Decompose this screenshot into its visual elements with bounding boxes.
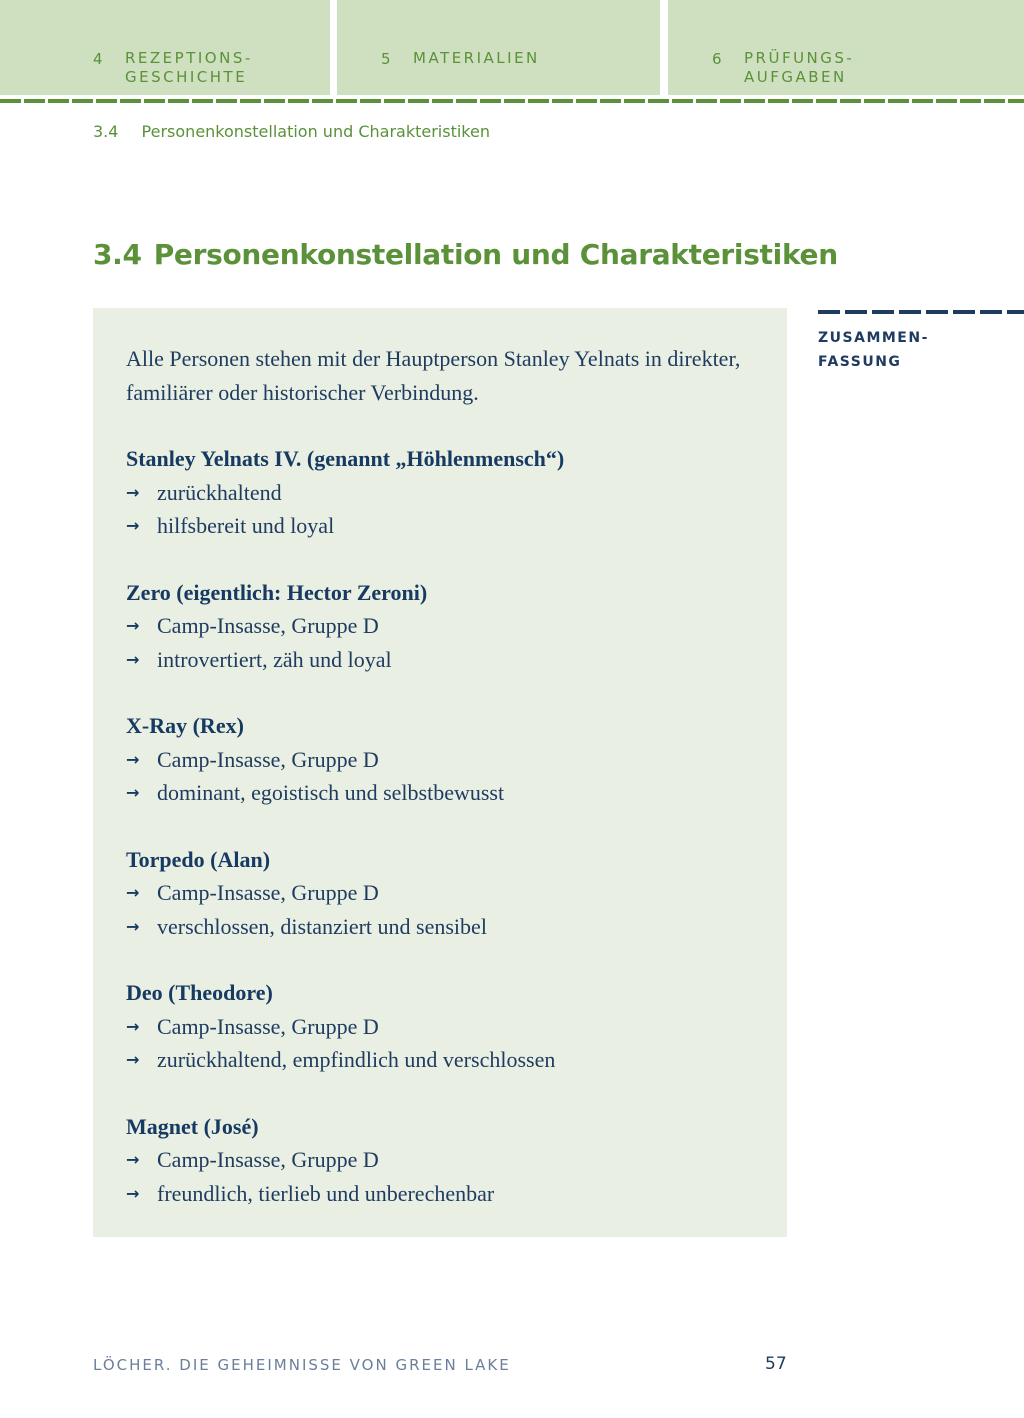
header-dashed-divider bbox=[0, 99, 1024, 103]
arrow-right-icon: → bbox=[126, 916, 140, 936]
section-title: Personenkonstellation und Charakteristiken bbox=[153, 238, 838, 271]
arrow-right-icon: → bbox=[126, 516, 140, 535]
trait-text: Camp-Insasse, Gruppe D bbox=[157, 1013, 379, 1039]
person-name: Stanley Yelnats IV. (genannt „Höhlenmensch“) bbox=[126, 446, 565, 471]
tab-number: 6 bbox=[712, 50, 724, 68]
person-name: Torpedo (Alan) bbox=[126, 846, 271, 872]
tab-number: 5 bbox=[381, 50, 393, 68]
summary-content bbox=[126, 342, 766, 1243]
sidebar-label-line2: FASSUNG bbox=[818, 354, 902, 370]
page-title bbox=[93, 238, 838, 271]
tab-label bbox=[413, 49, 540, 68]
person-entry bbox=[126, 976, 766, 1077]
running-head bbox=[93, 122, 490, 141]
arrow-right-icon: → bbox=[126, 749, 140, 769]
person-entry bbox=[126, 576, 766, 677]
page-number: 57 bbox=[765, 1354, 787, 1374]
tab-label-line2: AUFGABEN bbox=[744, 68, 847, 86]
tab-label bbox=[125, 49, 253, 87]
trait-item bbox=[126, 1143, 766, 1177]
trait-text: verschlossen, distanziert und sensibel bbox=[157, 913, 487, 939]
tab-label-line1: MATERIALIEN bbox=[413, 49, 540, 67]
running-head-number: 3.4 bbox=[93, 122, 119, 141]
tab-label-line1: PRÜFUNGS- bbox=[744, 49, 855, 67]
sidebar-label-line1: ZUSAMMEN- bbox=[818, 330, 929, 346]
footer-book-title: LÖCHER. DIE GEHEIMNISSE VON GREEN LAKE bbox=[93, 1356, 511, 1374]
trait-item bbox=[126, 643, 766, 677]
arrow-right-icon: → bbox=[126, 482, 140, 502]
trait-text: dominant, egoistisch und selbstbewusst bbox=[157, 780, 505, 805]
person-entry bbox=[126, 843, 766, 944]
person-name: Magnet (José) bbox=[126, 1113, 259, 1139]
arrow-right-icon: → bbox=[126, 616, 140, 635]
person-name: X-Ray (Rex) bbox=[126, 713, 244, 738]
trait-text: Camp-Insasse, Gruppe D bbox=[157, 613, 379, 638]
trait-item bbox=[126, 910, 766, 944]
arrow-right-icon: → bbox=[126, 1016, 140, 1036]
trait-text: zurückhaltend bbox=[157, 479, 282, 505]
trait-item bbox=[126, 509, 766, 543]
section-number: 3.4 bbox=[93, 238, 142, 271]
trait-item bbox=[126, 1010, 766, 1044]
tab-pruefungsaufgaben[interactable] bbox=[668, 0, 1024, 95]
trait-item bbox=[126, 476, 766, 510]
arrow-right-icon: → bbox=[126, 649, 140, 669]
person-name: Deo (Theodore) bbox=[126, 980, 273, 1005]
trait-item bbox=[126, 1177, 766, 1211]
arrow-right-icon: → bbox=[126, 783, 140, 802]
tab-label bbox=[744, 49, 854, 87]
arrow-right-icon: → bbox=[126, 1050, 140, 1069]
trait-text: zurückhaltend, empfindlich und verschlossen bbox=[157, 1047, 556, 1072]
trait-text: Camp-Insasse, Gruppe D bbox=[157, 880, 379, 905]
summary-box bbox=[93, 308, 787, 1237]
trait-item bbox=[126, 1043, 766, 1077]
trait-text: introvertiert, zäh und loyal bbox=[157, 646, 392, 672]
person-entry bbox=[126, 1110, 766, 1211]
sidebar-label-zusammenfassung bbox=[818, 326, 929, 374]
trait-item bbox=[126, 776, 766, 810]
running-head-title: Personenkonstellation und Charakteristiken bbox=[141, 122, 490, 141]
trait-text: hilfsbereit und loyal bbox=[157, 513, 335, 538]
sidebar-dashed-divider bbox=[818, 310, 1024, 314]
trait-text: freundlich, tierlieb und unberechenbar bbox=[157, 1180, 495, 1206]
trait-text: Camp-Insasse, Gruppe D bbox=[157, 1147, 379, 1172]
tab-label-line1: REZEPTIONS- bbox=[125, 49, 253, 67]
trait-item bbox=[126, 743, 766, 777]
tab-label-line2: GESCHICHTE bbox=[125, 68, 248, 86]
tab-number: 4 bbox=[93, 50, 105, 68]
tab-materialien[interactable] bbox=[337, 0, 660, 95]
arrow-right-icon: → bbox=[126, 1183, 140, 1203]
trait-item bbox=[126, 876, 766, 910]
person-entry bbox=[126, 442, 766, 543]
arrow-right-icon: → bbox=[126, 883, 140, 902]
person-entry bbox=[126, 709, 766, 810]
summary-intro: Alle Personen stehen mit der Hauptperson Stanley Yelnats in direkter, familiärer oder historischer Verbindung. bbox=[126, 346, 741, 405]
trait-item bbox=[126, 609, 766, 643]
tab-rezeptionsgeschichte[interactable] bbox=[0, 0, 330, 95]
arrow-right-icon: → bbox=[126, 1150, 140, 1169]
person-name: Zero (eigentlich: Hector Zeroni) bbox=[126, 579, 428, 605]
trait-text: Camp-Insasse, Gruppe D bbox=[157, 746, 379, 772]
